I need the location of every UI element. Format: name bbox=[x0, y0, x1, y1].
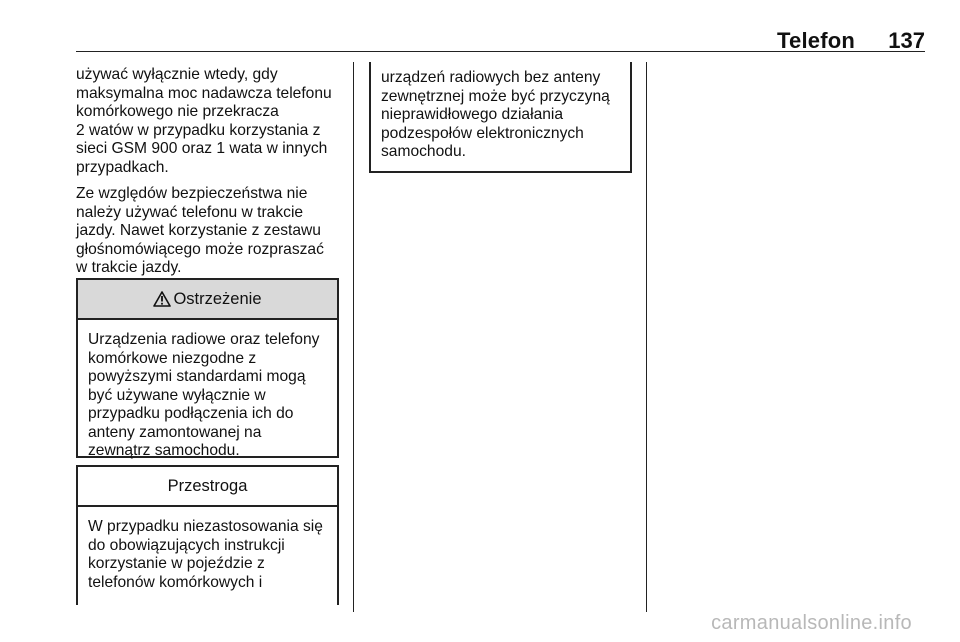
column-1-text bbox=[76, 66, 338, 286]
caution-body: W przypadku niezastosowania się do obowiązujących instrukcji korzystanie w pojeździe z telefonów komórkowych i bbox=[88, 518, 323, 591]
caution-box-header bbox=[78, 467, 337, 507]
column-divider-1 bbox=[353, 62, 354, 612]
header-rule bbox=[76, 51, 925, 52]
warning-triangle-icon bbox=[153, 291, 171, 307]
warning-title: Ostrzeżenie bbox=[173, 289, 262, 308]
page-number: 137 bbox=[888, 28, 925, 53]
column-divider-2 bbox=[646, 62, 647, 612]
caution-title: Przestroga bbox=[167, 476, 248, 495]
warning-box bbox=[76, 278, 339, 458]
warning-box-header bbox=[78, 280, 337, 320]
caution-continuation-box bbox=[369, 62, 632, 173]
paragraph-2: Ze względów bezpieczeństwa nie należy używać telefonu w trakcie jazdy. Nawet korzystanie z zestawu głośnomówiącego może rozpraszać w trakcie jazdy. bbox=[76, 185, 324, 276]
watermark: carmanualsonline.info bbox=[711, 612, 912, 634]
caution-box bbox=[76, 465, 339, 605]
paragraph-1: używać wyłącznie wtedy, gdy maksymalna moc nadawcza telefonu komórkowego nie przekracza 2 watów w przypadku korzystania z sieci GSM 900 oraz 1 wata w innych przypadkach. bbox=[76, 66, 332, 176]
page-header bbox=[70, 28, 925, 52]
warning-body: Urządzenia radiowe oraz telefony komórkowe niezgodne z powyższymi standardami mogą być używane wyłącznie w przypadku podłączenia ich do anteny zamontowanej na zewnątrz samochodu. bbox=[88, 331, 320, 459]
section-title: Telefon bbox=[777, 28, 855, 53]
caution-continuation-body: urządzeń radiowych bez anteny zewnętrznej może być przyczyną nieprawidłowego działania podzespołów elektronicznych samochodu. bbox=[381, 69, 610, 160]
